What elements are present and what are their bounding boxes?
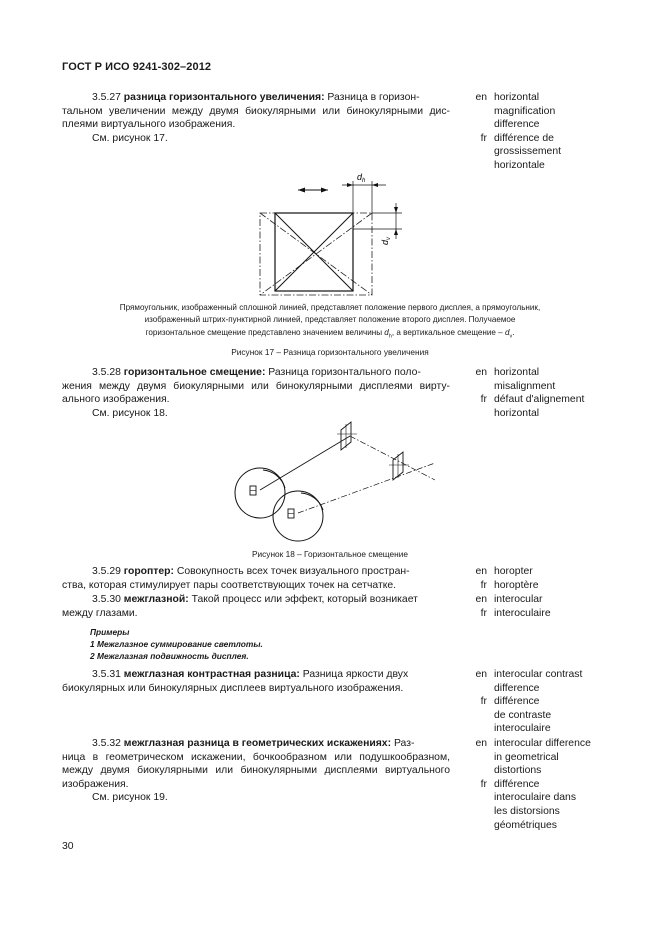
- entry-3-5-30: [62, 593, 450, 620]
- lang-code-fr: fr: [480, 607, 487, 619]
- entry-definition-start: Такой процесс или эффект, который возникает: [188, 594, 418, 605]
- entry-definition-start: Раз-: [391, 738, 415, 749]
- page-number: 30: [62, 841, 74, 852]
- equivalents-3-5-28: [470, 366, 620, 420]
- example-item: 1 Межглазное суммирование светлоты.: [90, 639, 263, 650]
- lang-code-fr: fr: [480, 394, 487, 406]
- en-term-line: misalignment: [494, 380, 556, 392]
- arrowhead-right: [321, 188, 328, 193]
- fr-term-line: les distorsions: [494, 805, 560, 817]
- entry-number: 3.5.31: [92, 669, 121, 680]
- fr-term-line: différence de: [494, 132, 554, 144]
- equivalents-3-5-32: [470, 737, 620, 832]
- equivalents-3-5-30: [470, 593, 620, 620]
- dv-arrowhead: [394, 207, 398, 213]
- en-term-line: magnification: [494, 105, 556, 117]
- note-line: Прямоугольник, изображенный сплошной линией, представляет положение первого дисплея, а прямоугольник,: [119, 303, 541, 312]
- entry-term: гороптер:: [123, 566, 174, 577]
- equivalents-3-5-27: [470, 91, 620, 173]
- left-visual-axis: [260, 436, 350, 490]
- dh-arrowhead: [372, 183, 378, 187]
- entry-definition-start: Разница горизонтального поло-: [265, 367, 421, 378]
- fr-term-line: interoculaire dans: [494, 792, 577, 804]
- fr-term-line: différence: [494, 778, 540, 790]
- figure-reference: См. рисунок 17.: [92, 132, 168, 144]
- entry-term: разница горизонтального увеличения:: [123, 92, 325, 103]
- fr-term-line: horizontale: [494, 159, 545, 171]
- fr-term-line: défaut d'alignement: [494, 394, 585, 406]
- en-term-line: interocular: [494, 594, 543, 605]
- fr-term-line: horoptère: [494, 579, 539, 591]
- entry-3-5-31: [62, 668, 450, 695]
- left-axis-extension: [350, 436, 435, 480]
- en-term-line: difference: [494, 682, 540, 694]
- examples-block: [90, 626, 450, 663]
- en-term-line: in geometrical: [494, 751, 559, 763]
- fr-term-line: géométriques: [494, 819, 557, 831]
- entry-definition: тальном увеличении между двумя биокулярными или бинокулярными дис- плеями виртуального изображения.: [62, 105, 450, 131]
- entry-number: 3.5.32: [92, 738, 121, 749]
- figure-17-caption: Рисунок 17 – Разница горизонтального увеличения: [231, 347, 429, 357]
- entry-number: 3.5.30: [92, 594, 121, 605]
- entry-term: межглазная разница в геометрических искажениях:: [123, 738, 392, 749]
- figure-18-caption: Рисунок 18 – Горизонтальное смещение: [251, 549, 408, 559]
- figure-reference: См. рисунок 18.: [92, 407, 168, 419]
- en-term-line: horizontal: [494, 92, 540, 103]
- fr-term-line: différence: [494, 696, 540, 708]
- entry-3-5-32: [62, 737, 450, 805]
- dv-arrowhead: [394, 229, 398, 235]
- note-line: горизонтальное смещение представлено значением величины $d_h$, а вертикальное смещение – $d_v$.: [145, 327, 515, 340]
- lang-code-en: en: [475, 566, 487, 577]
- entry-term: межглазной:: [123, 594, 189, 605]
- en-term-line: interocular difference: [494, 738, 591, 749]
- en-term-line: difference: [494, 119, 540, 131]
- document-header: ГОСТ Р ИСО 9241-302–2012: [62, 61, 212, 73]
- figure-17-diagram: [230, 165, 430, 300]
- entry-definition-start: Разница яркости двух: [299, 669, 409, 680]
- entry-definition-start: Разница в горизон-: [324, 92, 420, 103]
- entry-definition: биокулярных или бинокулярных дисплеев виртуального изображения.: [62, 682, 404, 694]
- lang-code-fr: fr: [480, 696, 487, 708]
- fr-term-line: interoculaire: [494, 607, 551, 619]
- dh-arrowhead: [347, 183, 353, 187]
- entry-definition: ница в геометрическом искажении, бочкообразном или подушкообразном, между двумя биокулярными или бинокулярными дисплеями виртуального изображения.: [62, 751, 450, 790]
- fr-term-line: interoculaire: [494, 723, 551, 735]
- en-term-line: interocular contrast: [494, 669, 583, 680]
- first-virtual-image: [337, 422, 357, 450]
- entry-term: горизонтальное смещение:: [123, 367, 266, 378]
- entry-definition-start: Совокупность всех точек визуального простран-: [173, 566, 410, 577]
- example-item: 2 Межглазная подвижность дисплея.: [90, 651, 249, 662]
- lang-code-en: en: [475, 669, 487, 680]
- lang-code-fr: fr: [480, 132, 487, 144]
- en-term-line: distortions: [494, 765, 542, 777]
- en-term-line: horizontal: [494, 367, 540, 378]
- entry-definition: жения между двумя биокулярными или бинокулярными дисплеями вирту- ального изображения.: [62, 380, 450, 406]
- lang-code-en: en: [475, 367, 487, 378]
- entry-number: 3.5.27: [92, 92, 121, 103]
- lang-code-en: en: [475, 594, 487, 605]
- lang-code-fr: fr: [480, 778, 487, 790]
- entry-3-5-27: [62, 91, 450, 145]
- lang-code-fr: fr: [480, 579, 487, 591]
- fr-term-line: de contraste: [494, 709, 552, 721]
- entry-3-5-29: [62, 565, 450, 592]
- entry-term: межглазная контрастная разница:: [123, 669, 300, 680]
- arrowhead-left: [298, 188, 305, 193]
- dv-label: $d_v$: [380, 236, 392, 245]
- dh-label: $d_h$: [357, 172, 366, 184]
- figure-17-note: [40, 302, 620, 343]
- entry-number: 3.5.29: [92, 566, 121, 577]
- entry-definition: между глазами.: [62, 607, 138, 619]
- equivalents-3-5-29: [470, 565, 620, 592]
- entry-number: 3.5.28: [92, 367, 121, 378]
- examples-title: Примеры: [90, 627, 130, 637]
- en-term-line: horopter: [494, 566, 533, 577]
- entry-definition: ства, которая стимулирует пары соответствующих точек на сетчатке.: [62, 579, 397, 591]
- figure-18-diagram: [225, 418, 445, 548]
- equivalents-3-5-31: [470, 668, 620, 736]
- lang-code-en: en: [475, 92, 487, 103]
- figure-reference: См. рисунок 19.: [92, 792, 168, 804]
- fr-term-line: grossissement: [494, 146, 561, 158]
- fr-term-line: horizontal: [494, 407, 540, 419]
- entry-3-5-28: [62, 366, 450, 420]
- note-line: изображенный штрих-пунктирной линией, представляет положение второго дисплея. Получаемое: [144, 315, 516, 325]
- lang-code-en: en: [475, 738, 487, 749]
- right-visual-axis: [298, 463, 435, 513]
